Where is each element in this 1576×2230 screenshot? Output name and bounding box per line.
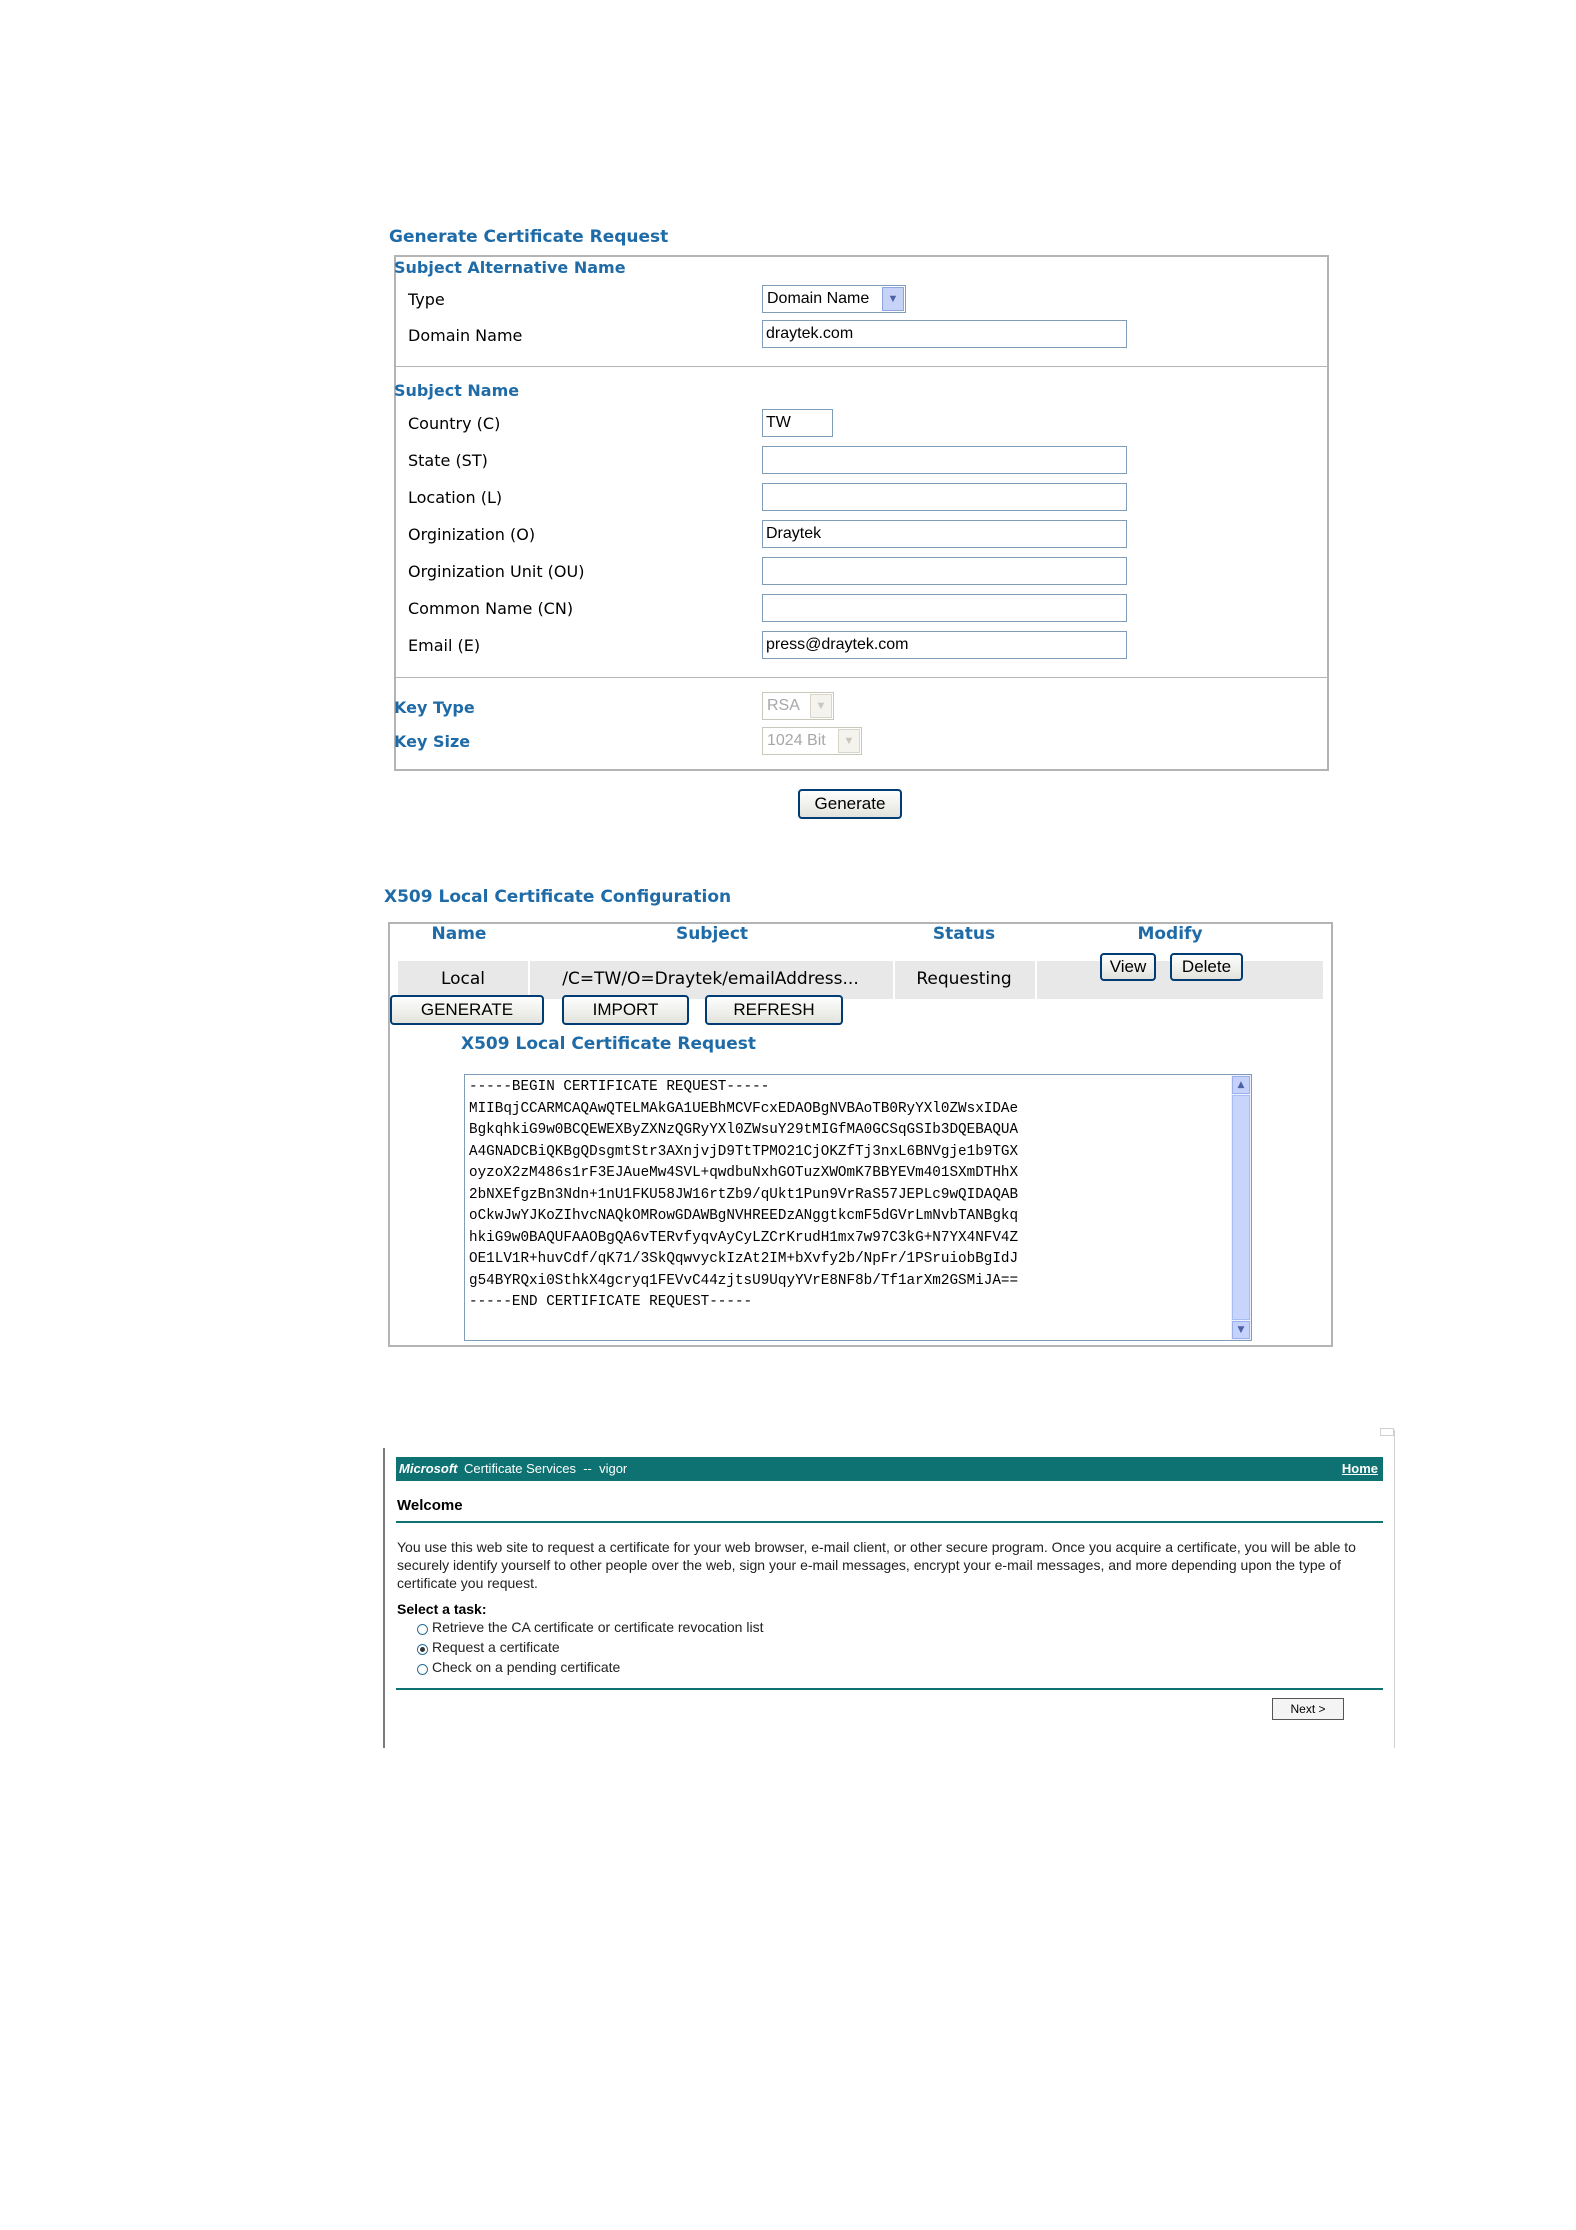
email-field[interactable]: press@draytek.com — [762, 631, 1127, 659]
cell-divider — [1035, 961, 1037, 999]
key-type-select — [762, 692, 834, 720]
location-field[interactable] — [762, 483, 1127, 511]
country-field[interactable]: TW — [762, 409, 833, 437]
type-select-value: Domain Name — [767, 290, 870, 307]
certificate-request-textarea[interactable] — [464, 1074, 1252, 1341]
divider — [396, 1688, 1383, 1690]
type-label: Type — [408, 290, 445, 309]
subject-name-heading: Subject Name — [394, 381, 520, 400]
column-header-subject: Subject — [675, 924, 749, 944]
country-label: Country (C) — [408, 414, 501, 433]
divider — [396, 677, 1327, 678]
x509-config-title: X509 Local Certificate Configuration — [384, 887, 732, 907]
generate-certificate-button[interactable]: GENERATE — [390, 995, 544, 1025]
column-header-name: Name — [431, 924, 487, 944]
task-retrieve-ca-label: Retrieve the CA certificate or certificate revocation list — [432, 1619, 764, 1635]
state-label: State (ST) — [408, 451, 488, 470]
browser-scroll-edge — [1394, 1430, 1395, 1748]
task-check-pending-label: Check on a pending certificate — [432, 1659, 621, 1675]
domain-name-field[interactable]: draytek.com — [762, 320, 1127, 348]
column-header-status: Status — [932, 924, 996, 944]
import-button[interactable]: IMPORT — [562, 995, 689, 1025]
select-task-label: Select a task: — [397, 1601, 487, 1617]
scroll-down-icon[interactable]: ▼ — [1232, 1321, 1250, 1339]
browser-frame-edge — [383, 1448, 385, 1748]
refresh-button[interactable]: REFRESH — [705, 995, 843, 1025]
csr-line: oyzoX2zM486s1rF3EJAueMw4SVL+qwdbuNxhGOTuzXWOmK7BBYEVm401SXmDTHhX — [469, 1165, 1019, 1181]
csr-line: 2bNXEfgzBn3Ndn+1nU1FKU58JW16rtZb9/qUkt1Pun9VrRaS57JEPLc9wQIDAQAB — [469, 1186, 1019, 1203]
type-select[interactable] — [762, 285, 906, 313]
key-size-label: Key Size — [394, 732, 471, 751]
delete-button[interactable]: Delete — [1170, 953, 1243, 981]
key-size-select — [762, 727, 862, 755]
csr-line: OE1LV1R+huvCdf/qK71/3SkQqwvyckIzAt2IM+bXvfy2b/NpFr/1PSruiobBgIdJ — [469, 1251, 1019, 1267]
csr-line: -----BEGIN CERTIFICATE REQUEST----- — [469, 1079, 770, 1095]
csr-line: -----END CERTIFICATE REQUEST----- — [469, 1294, 753, 1310]
organization-unit-field[interactable] — [762, 557, 1127, 585]
view-button[interactable]: View — [1100, 953, 1156, 981]
location-label: Location (L) — [408, 488, 503, 507]
email-label: Email (E) — [408, 636, 481, 655]
organization-field[interactable]: Draytek — [762, 520, 1127, 548]
task-request-certificate-label: Request a certificate — [432, 1639, 560, 1655]
chevron-down-icon: ▼ — [838, 729, 860, 753]
divider — [396, 1521, 1383, 1523]
ms-header-title: Certificate Services -- vigor — [464, 1461, 628, 1476]
row-name: Local — [440, 969, 486, 989]
generate-request-title: Generate Certificate Request — [389, 227, 669, 247]
vertical-scrollbar[interactable] — [1231, 1075, 1251, 1340]
domain-name-label: Domain Name — [408, 326, 523, 345]
home-link[interactable]: Home — [1341, 1461, 1378, 1476]
csr-line: A4GNADCBiQKBgQDsgmtStr3AXnjvjD9TtTPMO21CjOKZfTj3nxL6BNVgje1b9TGX — [469, 1143, 1019, 1160]
csr-line: BgkqhkiG9w0BCQEWEXByZXNzQGRyYXl0ZWsuY29tMIGfMA0GCSqGSIb3DQEBAQUA — [469, 1122, 1019, 1138]
microsoft-brand: Microsoft — [399, 1461, 458, 1476]
chevron-down-icon: ▼ — [810, 694, 832, 718]
scroll-up-icon[interactable]: ▲ — [1232, 1076, 1250, 1094]
intro-text: You use this web site to request a certificate for your web browser, e-mail client, or other secure program. Once you acquire a certificate, you will be able to securely identify yourself to other people over the web, sign your e-mail messages, encrypt your e-mail messages, and more depending upon the type of certificate you request. — [397, 1539, 1356, 1591]
row-subject: /C=TW/O=Draytek/emailAddress... — [562, 969, 859, 989]
column-header-modify: Modify — [1137, 924, 1203, 944]
radio-check-pending[interactable] — [417, 1664, 428, 1675]
row-status: Requesting — [916, 969, 1012, 989]
divider — [396, 366, 1327, 367]
certificate-request-content — [465, 1075, 1251, 1314]
radio-retrieve-ca[interactable] — [417, 1624, 428, 1635]
organization-label: Orginization (O) — [408, 525, 536, 544]
ms-header-bar — [396, 1457, 1383, 1481]
state-field[interactable] — [762, 446, 1127, 474]
welcome-heading: Welcome — [397, 1497, 463, 1514]
chevron-down-icon[interactable]: ▼ — [882, 287, 904, 311]
key-size-value: 1024 Bit — [767, 732, 826, 749]
subject-alt-name-heading: Subject Alternative Name — [394, 258, 626, 277]
generate-button[interactable]: Generate — [798, 789, 902, 819]
csr-line: oCkwJwYJKoZIhvcNAQkOMRowGDAWBgNVHREEDzANggtkcmF5dGVrLmNvbTANBgkq — [469, 1208, 1019, 1224]
next-button[interactable]: Next > — [1272, 1698, 1344, 1720]
csr-line: hkiG9w0BAQUFAAOBgQA6vTERvfyqvAyCyLZCrKrudH1mx7w97C3kG+N7YX4NFV4Z — [469, 1229, 1019, 1246]
scrollbar-thumb[interactable] — [1232, 1095, 1250, 1320]
csr-line: MIIBqjCCARMCAQAwQTELMAkGA1UEBhMCVFcxEDAOBgNVBAoTB0RyYXl0ZWsxIDAe — [469, 1100, 1019, 1117]
common-name-label: Common Name (CN) — [408, 599, 574, 618]
common-name-field[interactable] — [762, 594, 1127, 622]
key-type-value: RSA — [767, 697, 800, 714]
browser-corner — [1380, 1428, 1394, 1436]
csr-line: g54BYRQxi0SthkX4gcryq1FEVvC44zjtsU9UqyYVrE8NF8b/Tf1arXm2GSMiJA== — [469, 1272, 1019, 1289]
radio-request-certificate[interactable] — [417, 1644, 428, 1655]
organization-unit-label: Orginization Unit (OU) — [408, 562, 585, 581]
key-type-label: Key Type — [394, 698, 475, 717]
x509-request-title: X509 Local Certificate Request — [461, 1034, 757, 1054]
